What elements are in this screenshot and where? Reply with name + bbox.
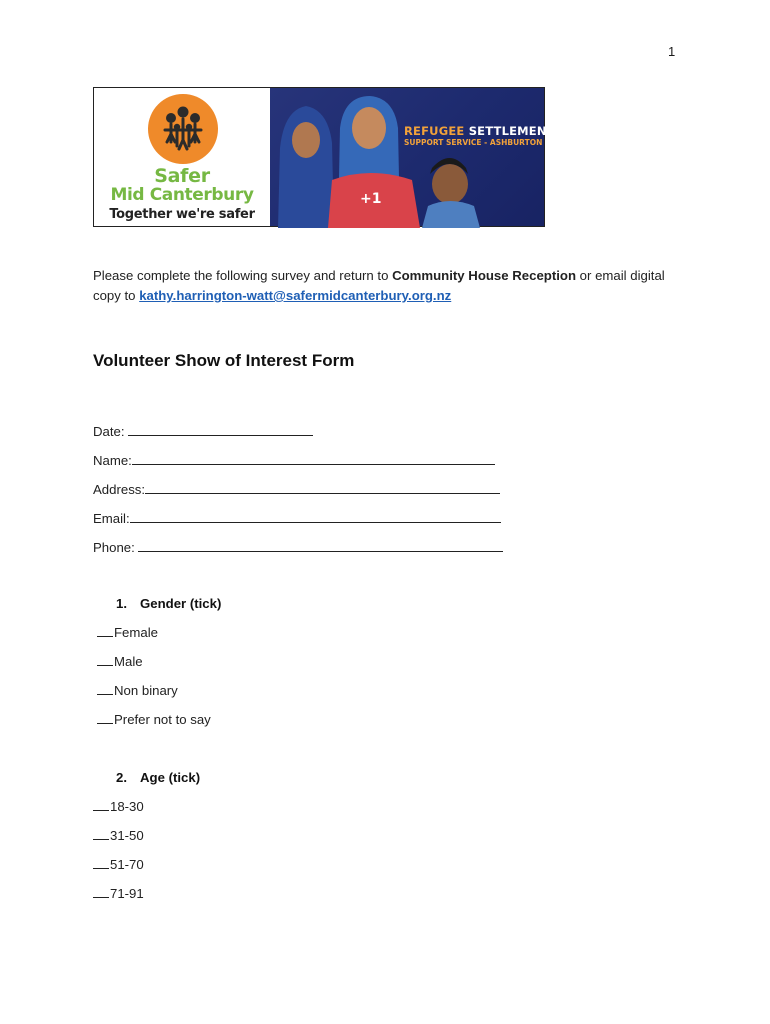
refugee-settlement-subtitle: SUPPORT SERVICE - ASHBURTON [404,138,543,147]
tick-blank[interactable] [93,799,109,811]
phone-field [93,539,503,555]
reception-location: Community House Reception [392,268,577,283]
logo-tagline: Together we're safer [109,207,255,222]
date-blank[interactable] [128,423,313,436]
family-icon [148,94,218,164]
question-number: 1. [116,596,127,611]
svg-text:+1: +1 [360,191,382,207]
tick-blank[interactable] [97,625,113,637]
tick-blank[interactable] [97,654,113,666]
age-option-51-70[interactable]: 51-70 [93,857,144,872]
question-number: 2. [116,770,127,785]
question-title: Age (tick) [140,770,201,785]
email-blank[interactable] [130,510,501,523]
address-blank[interactable] [145,481,500,494]
name-label: Name: [93,453,132,468]
intro-paragraph: Please complete the following survey and return to Community House Reception or email digital copy to kathy.harrington-watt@safermidcanterbury.org.nz [93,268,665,303]
address-label: Address: [93,482,146,497]
refugee-settlement-photo [270,88,555,226]
email-field [93,510,501,526]
tick-blank[interactable] [93,857,109,869]
email-label: Email: [93,511,130,526]
logo-text-mid-canterbury: Mid Canterbury [110,185,254,205]
header-banner [93,87,555,227]
name-blank[interactable] [132,452,495,465]
question-title: Gender (tick) [140,596,222,611]
gender-option-prefer-not-to-say[interactable]: Prefer not to say [97,712,211,727]
tick-blank[interactable] [93,886,109,898]
date-field [93,423,313,439]
tick-blank[interactable] [93,828,109,840]
age-option-18-30[interactable]: 18-30 [93,799,144,814]
address-field [93,481,500,497]
contact-email-link[interactable]: kathy.harrington-watt@safermidcanterbury.org.nz [139,288,452,303]
phone-blank[interactable] [138,539,503,552]
gender-option-non-binary[interactable]: Non binary [97,683,178,698]
gender-option-male[interactable]: Male [97,654,143,669]
phone-label: Phone: [93,540,139,555]
logo-text-safer: Safer [154,165,210,187]
question-age [116,770,200,785]
refugee-settlement-title: REFUGEE SETTLEMENT [404,124,555,138]
gender-option-female[interactable]: Female [97,625,158,640]
tick-blank[interactable] [97,683,113,695]
age-option-31-50[interactable]: 31-50 [93,828,144,843]
question-gender [116,596,221,611]
page-number: 1 [668,44,676,59]
form-title: Volunteer Show of Interest Form [93,351,355,370]
name-field [93,452,495,468]
date-label: Date: [93,424,129,439]
safer-mid-canterbury-logo [94,88,270,226]
children-photo-illustration [270,88,546,228]
tick-blank[interactable] [97,712,113,724]
age-option-71-91[interactable]: 71-91 [93,886,144,901]
